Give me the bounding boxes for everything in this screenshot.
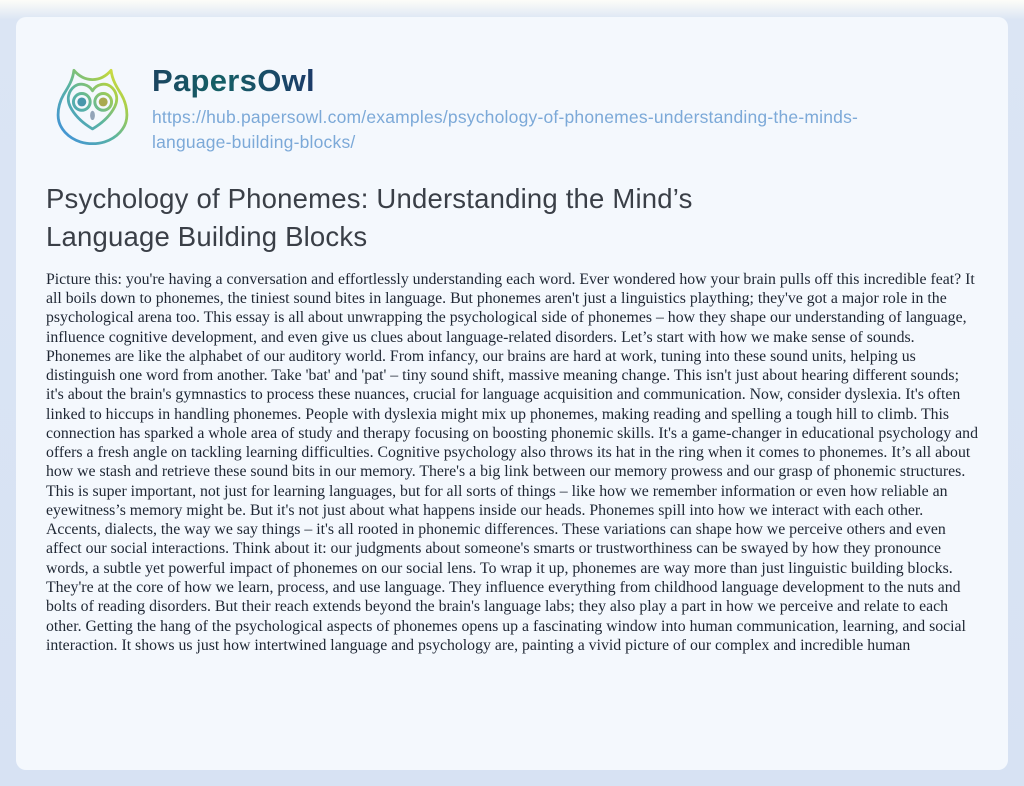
brand-name: PapersOwl <box>152 63 315 98</box>
source-url-link[interactable]: https://hub.papersowl.com/examples/psychology-of-phonemes-understanding-the-minds-language-building-blocks/ <box>152 107 859 153</box>
document-header <box>46 61 980 155</box>
header-text-block <box>152 61 936 155</box>
essay-body-text: Picture this: you're having a conversation and effortlessly understanding each word. Ever wondered how your brain pulls off this incredible feat? It all boils down to phonemes, the tiniest sound bites in language. But phonemes aren't just a linguistics plaything; they've got a major role in the psychological arena too. This essay is all about unwrapping the psychological side of phonemes – how they shape our understanding of language, influence cognitive development, and even give us clues about language-related disorders. Let’s start with how we make sense of sounds. Phonemes are like the alphabet of our auditory world. From infancy, our brains are hard at work, tuning into these sound units, helping us distinguish one word from another. Take 'bat' and 'pat' – tiny sound shift, massive meaning change. This isn't just about hearing different sounds; it's about the brain's gymnastics to process these nuances, crucial for language acquisition and communication. Now, consider dyslexia. It's often linked to hiccups in handling phonemes. People with dyslexia might mix up phonemes, making reading and spelling a tough hill to climb. This connection has sparked a whole area of study and therapy focusing on boosting phonemic skills. It's a game-changer in educational psychology and offers a fresh angle on tackling learning difficulties. Cognitive psychology also throws its hat in the ring when it comes to phonemes. It’s all about how we stash and retrieve these sound bits in our memory. There's a big link between our memory prowess and our grasp of phonemic structures. This is super important, not just for learning languages, but for all sorts of things – like how we remember information or even how reliable an eyewitness’s memory might be. But it's not just about what happens inside our heads. Phonemes spill into how we interact with each other. Accents, dialects, the way we say things – it's all rooted in phonemic differences. These variations can shape how we perceive others and even affect our social interactions. Think about it: our judgments about someone's smarts or trustworthiness can be swayed by how they pronounce words, a subtle yet powerful impact of phonemes on our social lens. To wrap it up, phonemes are way more than just linguistic building blocks. They're at the core of how we learn, process, and use language. They influence everything from childhood language development to the nuts and bolts of reading disorders. But their reach extends beyond the brain's language labs; they also play a part in how we perceive and relate to each other. Getting the hang of the psychological aspects of phonemes opens up a fascinating window into human communication, learning, and social interaction. It shows us just how intertwined language and psychology are, painting a vivid picture of our complex and incredible human <box>46 270 978 654</box>
document-card <box>16 17 1008 770</box>
owl-logo-icon <box>46 61 139 154</box>
essay-title: Psychology of Phonemes: Understanding the Mind’s Language Building Blocks <box>46 182 693 252</box>
